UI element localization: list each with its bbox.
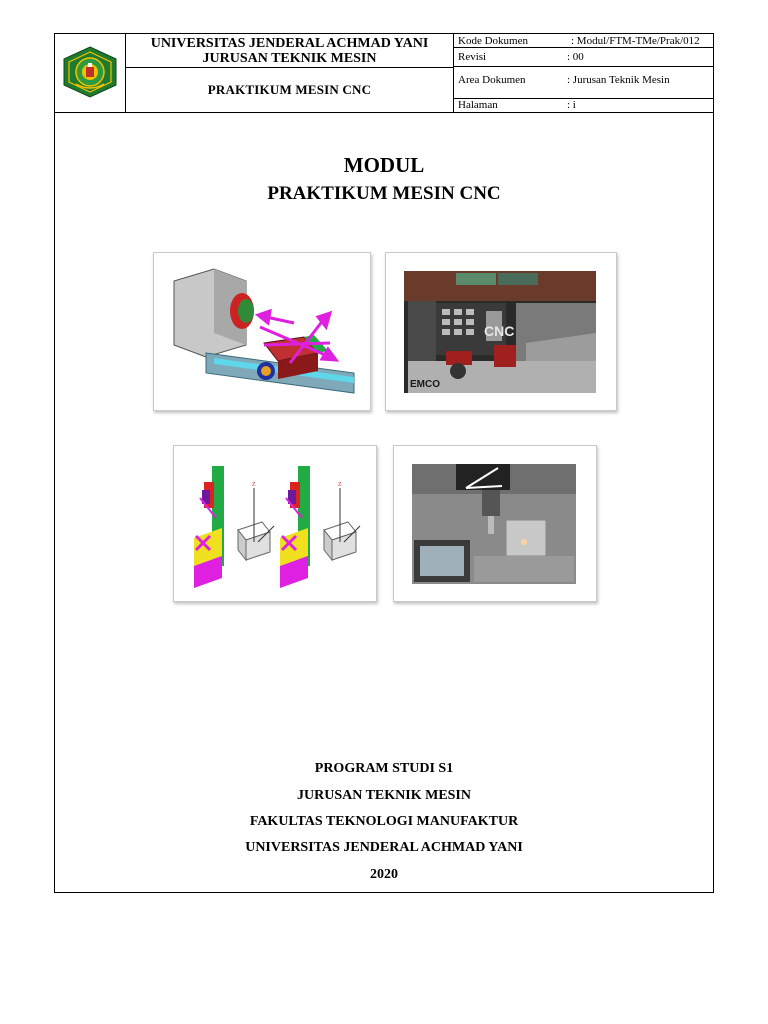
university-cell <box>126 34 454 68</box>
footer-faculty: FAKULTAS TEKNOLOGI MANUFAKTUR <box>249 814 519 829</box>
cnc-lathe-photo-graphic <box>386 253 616 410</box>
logo-cell <box>55 34 126 112</box>
header-practicum-name: PRAKTIKUM MESIN CNC <box>207 82 372 97</box>
footer-year: 2020 <box>370 867 398 882</box>
cnc-milling-photo <box>393 445 597 602</box>
meta-row-halaman <box>454 100 713 112</box>
meta-value: : 00 <box>567 51 584 63</box>
meta-label: Halaman <box>458 99 498 111</box>
svg-text:Z: Z <box>338 482 342 488</box>
meta-value: : Jurusan Teknik Mesin <box>567 74 670 86</box>
header-university-name: UNIVERSITAS JENDERAL ACHMAD YANI <box>150 36 429 51</box>
meta-value: : Modul/FTM-TMe/Prak/012 <box>571 35 700 47</box>
cnc-lathe-photo <box>385 252 617 411</box>
meta-value: : i <box>567 99 576 111</box>
lathe-axis-illustration <box>153 252 371 411</box>
milling-illustration-graphic <box>174 446 376 601</box>
footer-program: PROGRAM STUDI S1 <box>314 761 454 776</box>
cnc-milling-photo-graphic <box>394 446 596 601</box>
svg-text:Z: Z <box>252 482 256 488</box>
meta-label: Area Dokumen <box>458 74 526 86</box>
footer-department: JURUSAN TEKNIK MESIN <box>297 788 471 803</box>
meta-label: Revisi <box>458 51 487 63</box>
lathe-illustration-graphic <box>154 253 370 410</box>
header-department-name: JURUSAN TEKNIK MESIN <box>202 51 377 66</box>
footer-university: UNIVERSITAS JENDERAL ACHMAD YANI <box>245 840 523 855</box>
milling-axis-illustration <box>173 445 377 602</box>
document-frame <box>54 33 714 893</box>
emco-text: EMCO <box>410 379 440 390</box>
module-subtitle: PRAKTIKUM MESIN CNC <box>267 183 501 204</box>
meta-label: Kode Dokumen <box>458 35 528 47</box>
cnc-text: CNC <box>484 323 515 339</box>
document-header-table <box>55 34 713 113</box>
meta-row-kode-dokumen <box>454 34 713 48</box>
practicum-cell <box>126 68 454 112</box>
university-logo <box>62 46 118 98</box>
module-title: MODUL <box>343 153 425 177</box>
meta-row-area-dokumen <box>454 68 713 99</box>
meta-row-revisi <box>454 49 713 67</box>
